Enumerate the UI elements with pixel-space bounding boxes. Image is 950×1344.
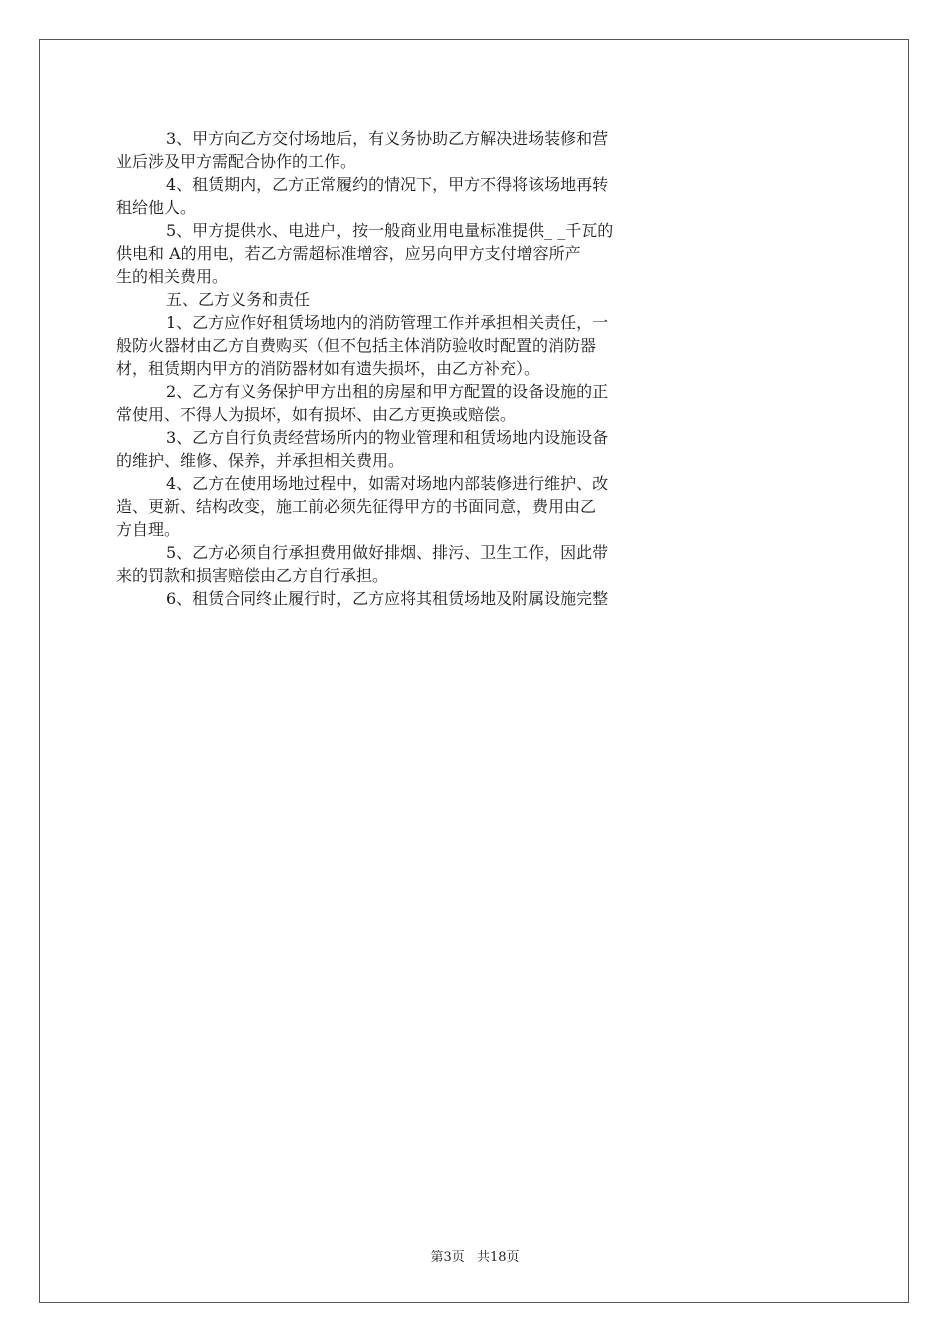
text-line: 材，租赁期内甲方的消防器材如有遗失损坏，由乙方补充）。: [116, 359, 541, 378]
paragraph-9: [116, 586, 834, 609]
text-line: 5、甲方提供水、电进户，按一般商业用电量标准提供_ _千瓦的: [166, 221, 614, 240]
paragraph-2: [116, 172, 834, 218]
paragraph-6: [116, 425, 834, 471]
text-line: 造、更新、结构改变，施工前必须先征得甲方的书面同意，费用由乙: [116, 497, 597, 516]
text-line: 5、乙方必须自行承担费用做好排烟、排污、卫生工作，因此带: [166, 543, 609, 562]
section-title: 五、乙方义务和责任: [166, 290, 311, 309]
text-line: 般防火器材由乙方自费购买（但不包括主体消防验收时配置的消防器: [116, 336, 597, 355]
text-line: 生的相关费用。: [116, 267, 229, 286]
text-line: 方自理。: [116, 520, 181, 539]
text-line: 4、租赁期内，乙方正常履约的情况下，甲方不得将该场地再转: [166, 175, 609, 194]
paragraph-8: [116, 540, 834, 586]
text-line: 常使用、不得人为损坏，如有损坏、由乙方更换或赔偿。: [116, 405, 517, 424]
text-line: 3、甲方向乙方交付场地后，有义务协助乙方解决进场装修和营: [166, 129, 609, 148]
paragraph-4: [116, 310, 834, 379]
text-line: 的维护、维修、保养，并承担相关费用。: [116, 451, 405, 470]
text-line: 业后涉及甲方需配合协作的工作。: [116, 152, 357, 171]
paragraph-7: [116, 471, 834, 540]
total-pages: 共18页: [476, 1250, 520, 1265]
current-page-number: 第3页: [430, 1250, 465, 1265]
text-line: 3、乙方自行负责经营场所内的物业管理和租赁场地内设施设备: [166, 428, 609, 447]
section-heading: [116, 287, 834, 310]
text-line: 租给他人。: [116, 198, 197, 217]
text-line: 2、乙方有义务保护甲方出租的房屋和甲方配置的设备设施的正: [166, 382, 609, 401]
text-line: 来的罚款和损害赔偿由乙方自行承担。: [116, 566, 389, 585]
paragraph-3: [116, 218, 834, 287]
text-line: 4、乙方在使用场地过程中，如需对场地内部装修进行维护、改: [166, 474, 609, 493]
page-footer: [0, 1246, 950, 1265]
document-body: [116, 126, 834, 609]
text-line: 1、乙方应作好租赁场地内的消防管理工作并承担相关责任，一: [166, 313, 609, 332]
paragraph-1: [116, 126, 834, 172]
paragraph-5: [116, 379, 834, 425]
text-line: 供电和 A的用电，若乙方需超标准增容，应另向甲方支付增容所产: [116, 244, 581, 263]
text-line: 6、租赁合同终止履行时，乙方应将其租赁场地及附属设施完整: [166, 589, 609, 608]
